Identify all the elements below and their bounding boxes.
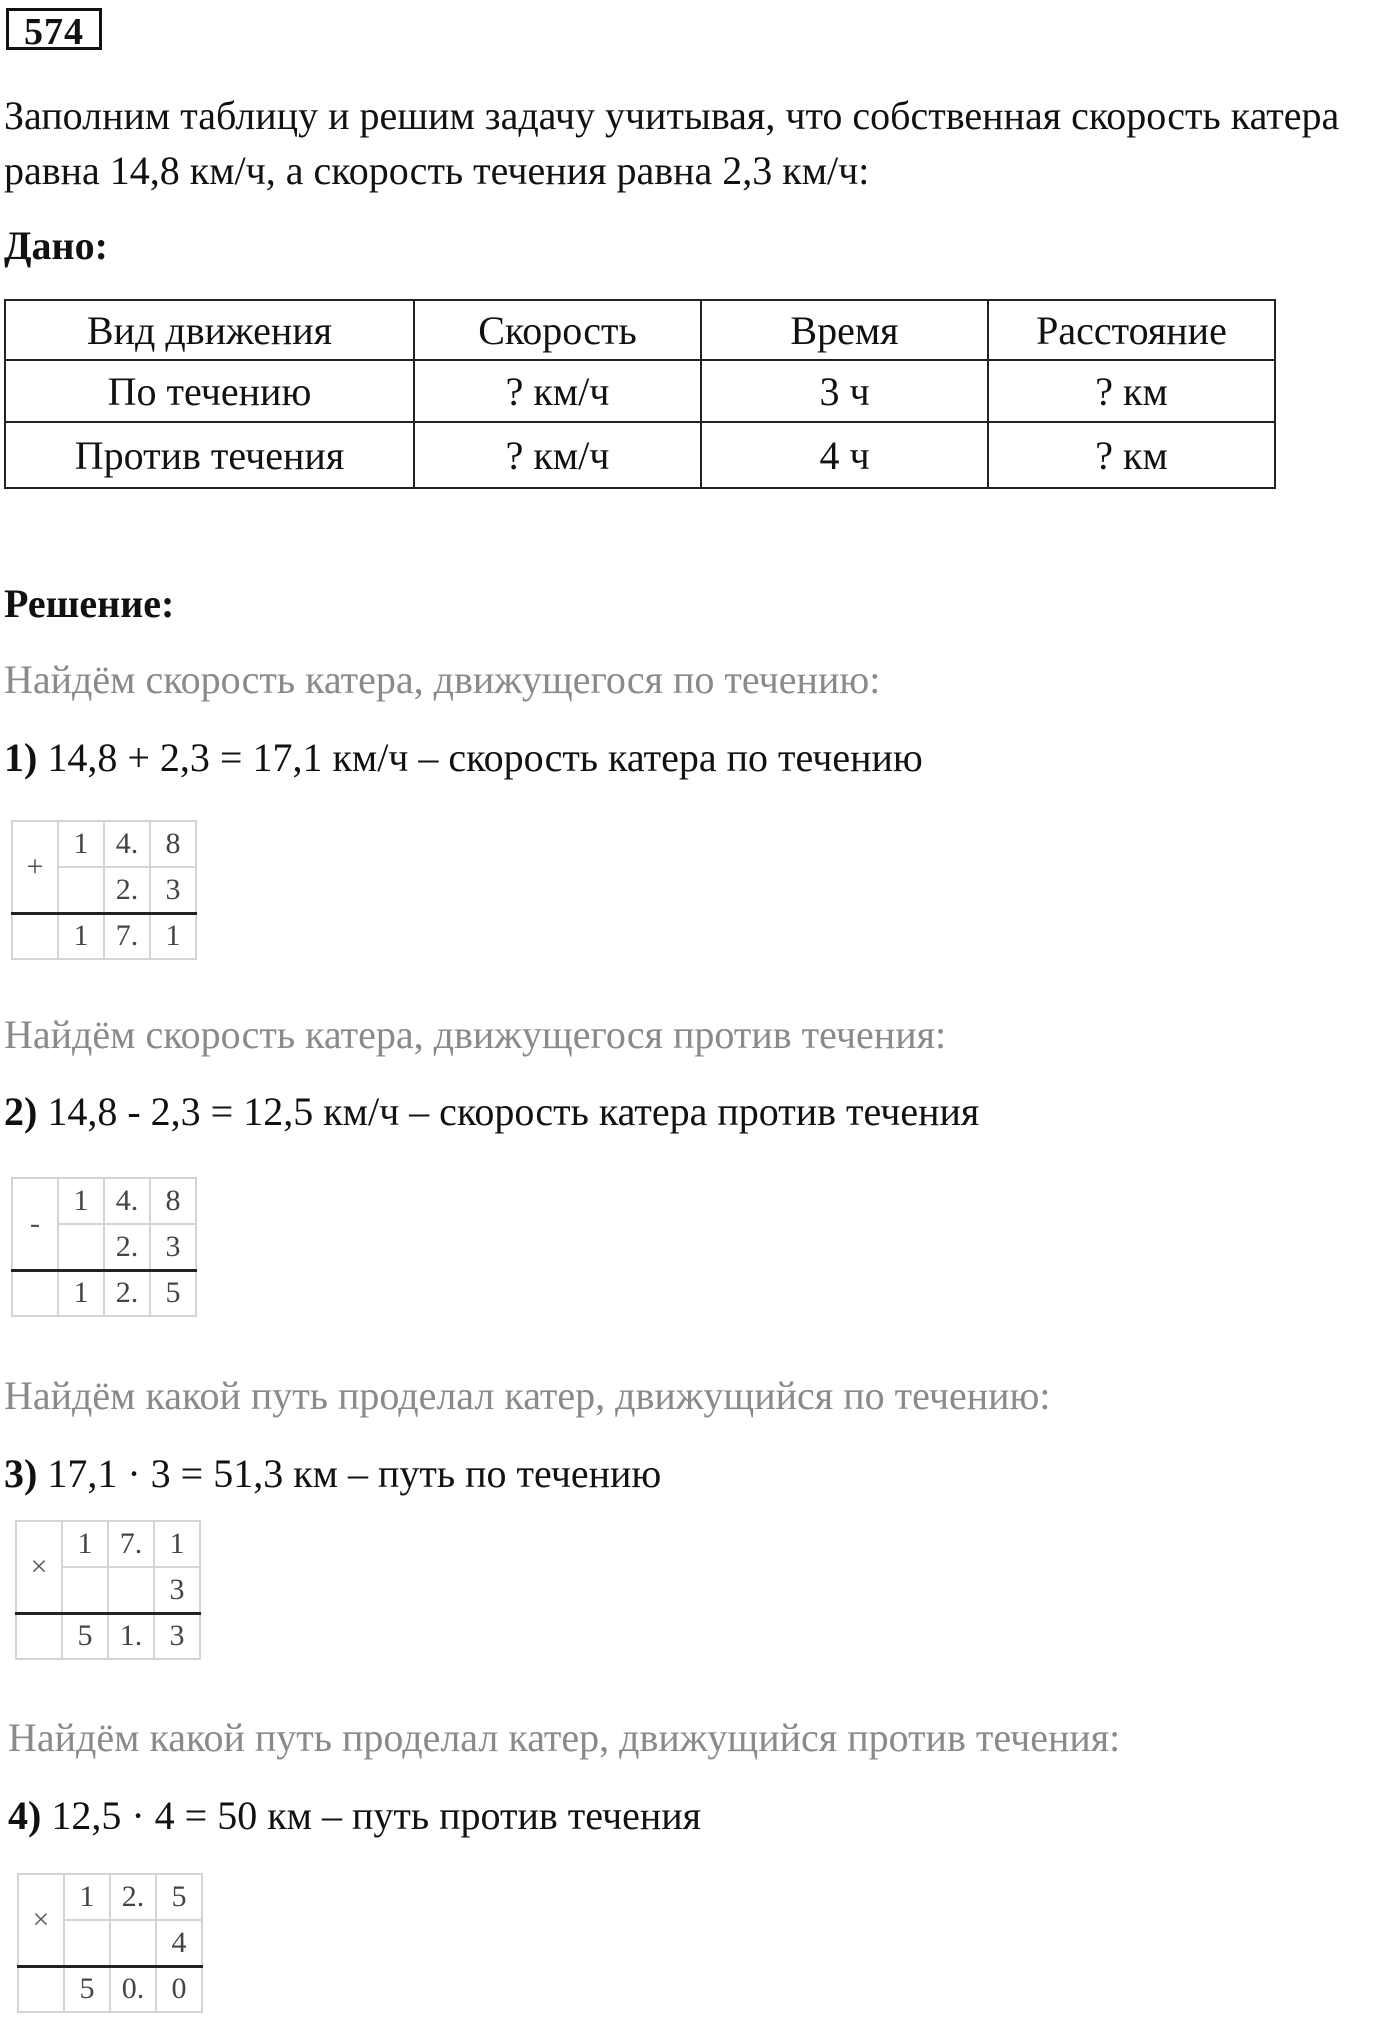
result-digit: 5 <box>62 1613 108 1659</box>
given-heading: Дано: <box>4 223 108 268</box>
digit-cell <box>110 1920 156 1966</box>
digit-cell: 4. <box>104 1178 150 1224</box>
step-equation-line <box>4 1450 661 1497</box>
table-cell: 3 ч <box>701 360 988 422</box>
table-cell: ? км <box>988 360 1275 422</box>
digit-cell: 1 <box>62 1521 108 1567</box>
digit-cell <box>58 867 104 913</box>
table-row <box>5 422 1275 488</box>
digit-cell: 3 <box>150 1224 196 1270</box>
header-cell: Время <box>701 300 988 360</box>
result-digit: 7. <box>104 913 150 959</box>
intro-text: Заполним таблицу и решим задачу учитывая, что собственная скорость катера равна 14,8 км/ч, а скорость течения равна 2,3 км/ч: <box>4 93 1340 193</box>
result-digit: 5 <box>150 1270 196 1316</box>
step-equation-line <box>4 1088 979 1135</box>
operator-sign: + <box>12 821 58 913</box>
digit-cell <box>58 1224 104 1270</box>
step-hint: Найдём скорость катера, движущегося по течению: <box>4 657 881 702</box>
step-equation: 12,5 · 4 = 50 км – путь против течения <box>51 1793 702 1838</box>
result-digit: 1 <box>150 913 196 959</box>
digit-cell: 5 <box>156 1874 202 1920</box>
digit-cell: 2. <box>110 1874 156 1920</box>
step-equation: 14,8 - 2,3 = 12,5 км/ч – скорость катера против течения <box>47 1089 980 1134</box>
digit-cell <box>12 913 58 959</box>
table-cell: ? км/ч <box>414 360 701 422</box>
column-calculation <box>11 1177 197 1317</box>
digit-cell: 1 <box>58 1178 104 1224</box>
digit-cell: 2. <box>104 1224 150 1270</box>
operator-sign: × <box>16 1521 62 1613</box>
step-hint: Найдём какой путь проделал катер, движущийся против течения: <box>8 1715 1121 1760</box>
header-cell: Скорость <box>414 300 701 360</box>
table-cell: 4 ч <box>701 422 988 488</box>
digit-cell <box>62 1567 108 1613</box>
table-cell: ? км/ч <box>414 422 701 488</box>
table-cell: Против течения <box>5 422 414 488</box>
column-calculation <box>15 1520 201 1660</box>
operator-sign: - <box>12 1178 58 1270</box>
digit-cell: 8 <box>150 1178 196 1224</box>
result-digit: 0. <box>110 1966 156 2012</box>
step-label: 1) <box>4 735 38 780</box>
step-equation-line <box>8 1792 701 1839</box>
step-equation: 17,1 · 3 = 51,3 км – путь по течению <box>47 1451 662 1496</box>
result-digit: 1 <box>58 913 104 959</box>
result-digit: 5 <box>64 1966 110 2012</box>
digit-cell: 4. <box>104 821 150 867</box>
table-cell: ? км <box>988 422 1275 488</box>
digit-cell: 1 <box>58 821 104 867</box>
table-cell: По течению <box>5 360 414 422</box>
result-digit: 0 <box>156 1966 202 2012</box>
result-digit: 1. <box>108 1613 154 1659</box>
digit-cell <box>108 1567 154 1613</box>
table-row <box>5 360 1275 422</box>
step-label: 2) <box>4 1089 38 1134</box>
given-table <box>4 299 1276 489</box>
column-calculation <box>11 820 197 960</box>
digit-cell: 3 <box>154 1567 200 1613</box>
solution-heading: Решение: <box>4 581 175 626</box>
column-calculation <box>17 1873 203 2013</box>
operator-sign: × <box>18 1874 64 1966</box>
digit-cell <box>16 1613 62 1659</box>
digit-cell: 8 <box>150 821 196 867</box>
digit-cell <box>12 1270 58 1316</box>
digit-cell: 3 <box>150 867 196 913</box>
step-label: 3) <box>4 1451 38 1496</box>
result-digit: 2. <box>104 1270 150 1316</box>
digit-cell <box>64 1920 110 1966</box>
digit-cell: 4 <box>156 1920 202 1966</box>
digit-cell <box>18 1966 64 2012</box>
digit-cell: 7. <box>108 1521 154 1567</box>
problem-number: 574 <box>6 8 102 50</box>
result-digit: 1 <box>58 1270 104 1316</box>
header-cell: Вид движения <box>5 300 414 360</box>
step-equation: 14,8 + 2,3 = 17,1 км/ч – скорость катера по течению <box>47 735 923 780</box>
table-header-row <box>5 300 1275 360</box>
step-label: 4) <box>8 1793 42 1838</box>
result-digit: 3 <box>154 1613 200 1659</box>
step-equation-line <box>4 734 923 781</box>
step-hint: Найдём какой путь проделал катер, движущийся по течению: <box>4 1373 1051 1418</box>
digit-cell: 1 <box>154 1521 200 1567</box>
header-cell: Расстояние <box>988 300 1275 360</box>
step-hint: Найдём скорость катера, движущегося против течения: <box>4 1012 947 1057</box>
digit-cell: 2. <box>104 867 150 913</box>
digit-cell: 1 <box>64 1874 110 1920</box>
